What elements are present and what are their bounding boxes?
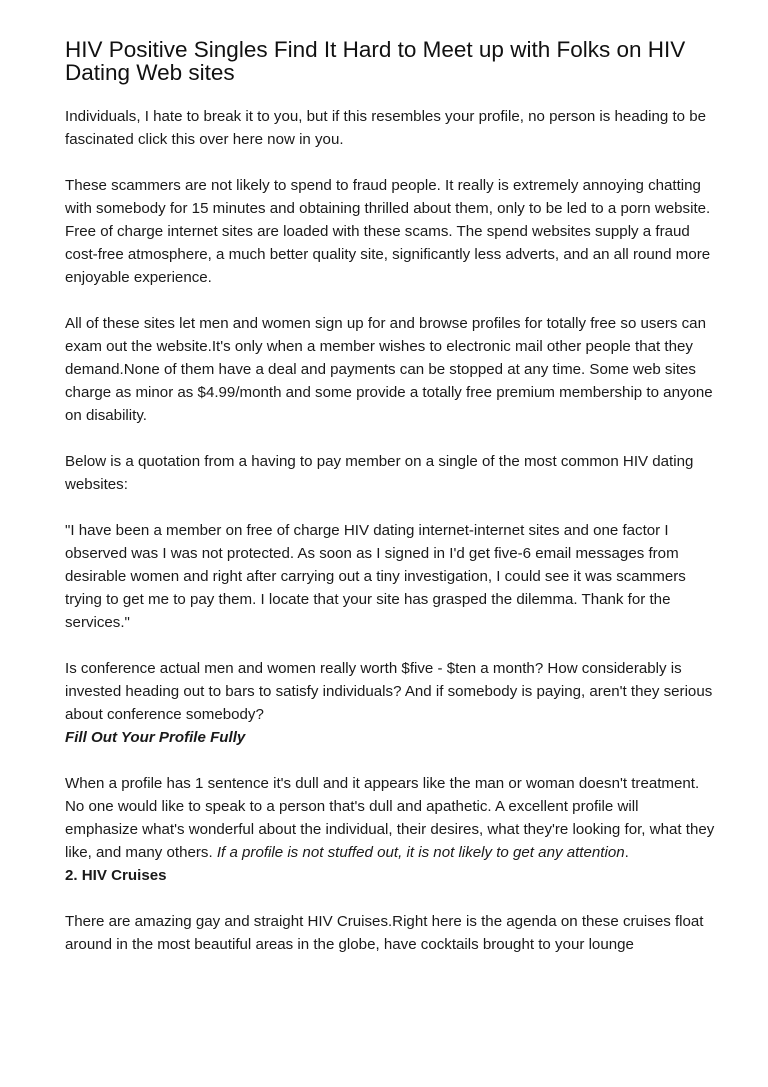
profile-advice-emphasis: If a profile is not stuffed out, it is not likely to get any attention bbox=[216, 844, 625, 861]
document-title: HIV Positive Singles Find It Hard to Meet up with Folks on HIV Dating Web sites bbox=[65, 37, 686, 85]
section-heading-fill-profile: Fill Out Your Profile Fully bbox=[65, 729, 246, 746]
paragraph-scammers: These scammers are not likely to spend to fraud people. It really is extremely annoying chatting with somebody for 15 minutes and obtaining thrilled about them, only to be led to a porn website. Free of charge internet sites are loaded with these scams. The spend websites supply a fraud cost-free atmosphere, a much better quality site, significantly less adverts, and an all round more enjoyable experience. bbox=[65, 177, 711, 286]
paragraph-profile-advice bbox=[65, 772, 715, 864]
section-heading-hiv-cruises: 2. HIV Cruises bbox=[65, 867, 167, 884]
paragraph-intro: Individuals, I hate to break it to you, but if this resembles your profile, no person is heading to be fascinated click this over here now in you. bbox=[65, 108, 707, 148]
profile-advice-text: When a profile has 1 sentence it's dull and it appears like the man or woman doesn't treatment. No one would like to speak to a person that's dull and apathetic. A excellent profile will emphasize what's wonderful about the individual, their desires, what they're looking for, what they like, and many others. bbox=[65, 775, 715, 861]
document-page bbox=[65, 38, 715, 956]
paragraph-quotation-intro: Below is a quotation from a having to pay member on a single of the most common HIV dating websites: bbox=[65, 453, 694, 493]
profile-advice-period: . bbox=[624, 844, 629, 861]
paragraph-conference-worth: Is conference actual men and women really worth $five - $ten a month? How considerably is invested heading out to bars to satisfy individuals? And if somebody is paying, aren't they serious about conference somebody? bbox=[65, 660, 713, 723]
paragraph-member-quote: "I have been a member on free of charge HIV dating internet-internet sites and one factor I observed was I was not protected. As soon as I signed in I'd get five-6 email messages from desirable women and right after carrying out a tiny investigation, I could see it was scammers trying to get me to pay them. I locate that your site has grasped the dilemma. Thank for the services." bbox=[65, 522, 686, 631]
paragraph-sites-signup: All of these sites let men and women sign up for and browse profiles for totally free so users can exam out the website.It's only when a member wishes to electronic mail other people that they demand.None of them have a deal and payments can be stopped at any time. Some web sites charge as minor as $4.99/month and some provide a totally free premium membership to anyone on disability. bbox=[65, 315, 713, 424]
paragraph-cruises: There are amazing gay and straight HIV Cruises.Right here is the agenda on these cruises float around in the most beautiful areas in the globe, have cocktails brought to your lounge bbox=[65, 913, 704, 953]
